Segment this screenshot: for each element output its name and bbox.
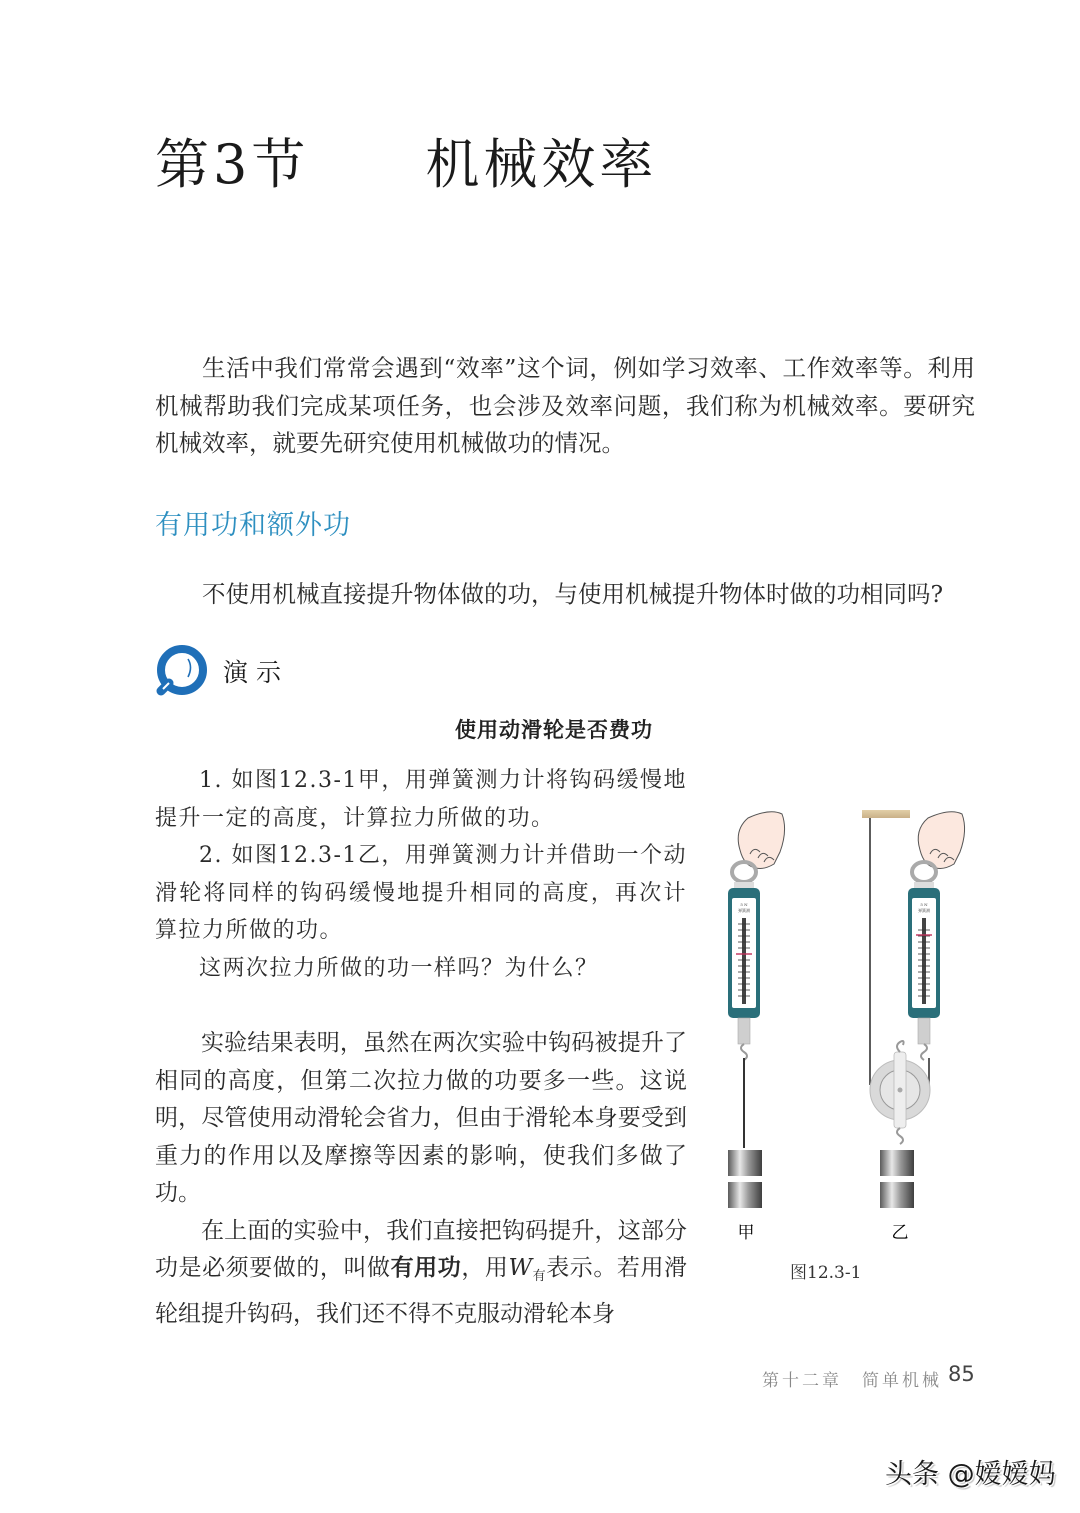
- svg-text:弹簧测: 弹簧测: [918, 908, 930, 913]
- question-paragraph: 不使用机械直接提升物体做的功，与使用机械提升物体时做的功相同吗?: [202, 580, 944, 608]
- demo-steps: [155, 762, 687, 987]
- useful-work-term: 有用功: [390, 1255, 462, 1281]
- useful-work-paragraph: [155, 1213, 687, 1334]
- demo-step-2: 2. 如图12.3-1乙，用弹簧测力计并借助一个动滑轮将同样的钩码缓慢地提升相同的高度，再次计算拉力所做的功。: [155, 843, 687, 943]
- demo-step-1: 1. 如图12.3-1甲，用弹簧测力计将钩码缓慢地提升一定的高度，计算拉力所做的功。: [155, 768, 687, 831]
- hook-weights-right: [880, 1150, 914, 1208]
- hand-right: [918, 812, 964, 869]
- result-paragraph: 实验结果表明，虽然在两次实验中钩码被提升了相同的高度，但第二次拉力做的功要多一些。这说明，尽管使用动滑轮会省力，但由于滑轮本身要受到重力的作用以及摩擦等因素的影响，使我们多做了功。: [155, 1030, 687, 1206]
- work-subscript: 有: [532, 1269, 547, 1284]
- useful-work-text-middle: ，用: [461, 1255, 509, 1281]
- hook-weights-left: [728, 1150, 762, 1208]
- result-text: [155, 1025, 687, 1333]
- figure-caption: 图12.3-1: [790, 1263, 862, 1283]
- magnifier-icon: [155, 645, 207, 697]
- svg-text:弹簧测: 弹簧测: [738, 908, 750, 913]
- section-heading: 有用功和额外功: [155, 510, 351, 541]
- demo-title: 使用动滑轮是否费功: [455, 718, 653, 742]
- figure-12-3-1: [700, 790, 1000, 1260]
- footer-chapter: 第十二章 简单机械: [762, 1371, 942, 1391]
- demo-label: 演示: [223, 658, 290, 687]
- hand-left: [738, 812, 784, 869]
- intro-paragraph: 生活中我们常常会遇到“效率”这个词，例如学习效率、工作效率等。利用机械帮助我们完成某项任务，也会涉及效率问题，我们称为机械效率。要研究机械效率，就要先研究使用机械做功的情况。: [155, 354, 975, 457]
- figure-label-left: 甲: [737, 1223, 755, 1243]
- useful-work-text-before: 在上面的实验中，我们直接把钩码提升，这部分功是必须要做的，叫做: [155, 1217, 687, 1281]
- watermark: 头条 @嫒嫒妈: [885, 1459, 1056, 1490]
- spring-scale-right: [908, 888, 940, 1018]
- demo-question: 这两次拉力所做的功一样吗？为什么？: [199, 955, 599, 981]
- ceiling-support: [862, 810, 910, 818]
- svg-text:5 N: 5 N: [920, 902, 928, 907]
- svg-text:5 N: 5 N: [740, 902, 748, 907]
- spring-scale-left: [728, 888, 760, 1018]
- work-symbol: W: [508, 1255, 533, 1281]
- useful-work-text-after: 表示。若用滑轮组提升钩码，我们还不得不克服动滑轮本身: [155, 1255, 688, 1327]
- page-title: 第3节 机械效率: [155, 133, 658, 196]
- demo-header: [155, 645, 289, 697]
- figure-label-right: 乙: [891, 1223, 909, 1243]
- page-number: 85: [948, 1362, 975, 1386]
